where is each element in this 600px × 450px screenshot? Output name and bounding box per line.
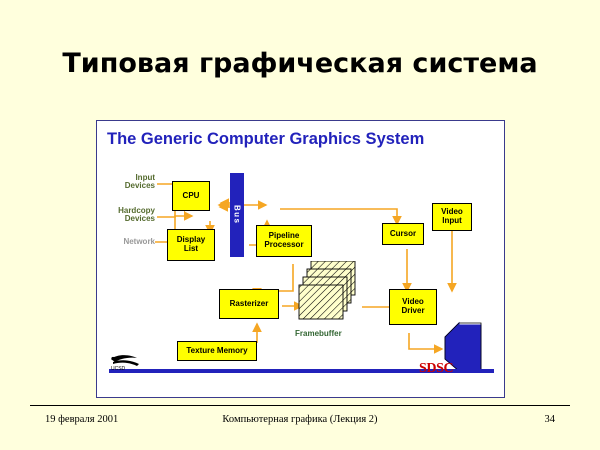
footer-date: 19 февраля 2001 <box>45 414 119 425</box>
diagram-figure <box>96 120 505 398</box>
box-pipeline-processor-label: Pipeline Processor <box>264 231 304 249</box>
box-video-driver-label: Video Driver <box>401 297 425 315</box>
box-video-input-label: Video Input <box>441 207 463 225</box>
box-cursor[interactable]: Cursor <box>382 223 424 245</box>
network-label: Network <box>123 237 155 246</box>
sdsc-logo: SDSC <box>419 361 454 376</box>
diagram-title: The Generic Computer Graphics System <box>107 130 425 148</box>
input-devices-label: Input Devices <box>124 173 155 191</box>
box-rasterizer[interactable]: Rasterizer <box>219 289 279 319</box>
box-display-list[interactable] <box>167 229 215 261</box>
box-texture-memory[interactable]: Texture Memory <box>177 341 257 361</box>
ucsd-label: UCSD <box>111 366 126 372</box>
page-title: Типовая графическая система <box>62 48 538 79</box>
footer-subject: Компьютерная графика (Лекция 2) <box>222 414 378 425</box>
hardcopy-devices-label: Hardcopy Devices <box>118 206 155 224</box>
box-pipeline-processor[interactable] <box>256 225 312 257</box>
footer-page-number: 34 <box>544 414 555 425</box>
box-video-driver[interactable] <box>389 289 437 325</box>
box-bus[interactable]: Bus <box>230 173 244 257</box>
footer-divider <box>30 405 570 406</box>
box-cpu[interactable]: CPU <box>172 181 210 211</box>
framebuffer-label: Framebuffer <box>295 329 342 338</box>
box-video-input[interactable] <box>432 203 472 231</box>
framebuffer-stack <box>297 261 367 329</box>
box-display-list-label: Display List <box>176 235 206 253</box>
